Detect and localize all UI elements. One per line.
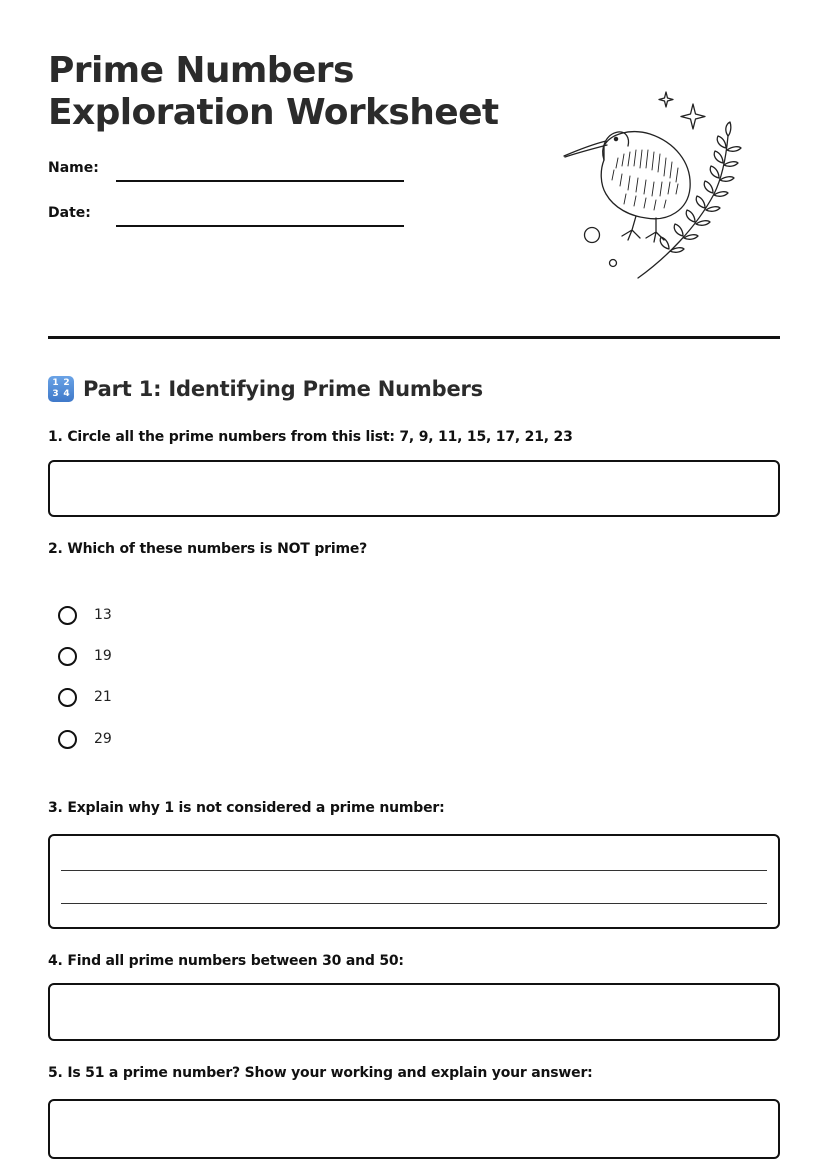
part1-header	[48, 375, 483, 403]
date-field[interactable]	[116, 225, 404, 227]
radio-button[interactable]	[58, 688, 77, 707]
header-divider	[48, 336, 780, 339]
question-3-prompt: 3. Explain why 1 is not considered a prime number:	[48, 800, 445, 816]
question-5-prompt: 5. Is 51 a prime number? Show your working and explain your answer:	[48, 1065, 593, 1081]
radio-button[interactable]	[58, 606, 77, 625]
question-1-prompt: 1. Circle all the prime numbers from this list: 7, 9, 11, 15, 17, 21, 23	[48, 429, 573, 445]
name-label: Name:	[48, 160, 99, 176]
option-29[interactable]	[58, 727, 112, 751]
writing-line	[61, 903, 767, 904]
question-1-answer-box[interactable]	[48, 460, 780, 517]
option-13[interactable]	[58, 603, 112, 627]
kiwi-bird-illustration	[556, 88, 746, 284]
worksheet-title	[48, 50, 528, 134]
option-label: 21	[94, 689, 112, 705]
question-5-answer-box[interactable]	[48, 1099, 780, 1159]
name-field[interactable]	[116, 180, 404, 182]
radio-button[interactable]	[58, 730, 77, 749]
radio-button[interactable]	[58, 647, 77, 666]
option-21[interactable]	[58, 685, 112, 709]
title-line-2: Exploration Worksheet	[48, 92, 499, 133]
question-4-prompt: 4. Find all prime numbers between 30 and 50:	[48, 953, 404, 969]
question-2-prompt: 2. Which of these numbers is NOT prime?	[48, 541, 368, 557]
input-numbers-icon: 1 2 3 4	[48, 376, 74, 402]
date-label: Date:	[48, 205, 91, 221]
option-label: 13	[94, 607, 112, 623]
option-label: 19	[94, 648, 112, 664]
option-19[interactable]	[58, 644, 112, 668]
title-line-1: Prime Numbers	[48, 50, 354, 91]
question-4-answer-box[interactable]	[48, 983, 780, 1041]
question-3-answer-box[interactable]	[48, 834, 780, 929]
part1-title: Part 1: Identifying Prime Numbers	[83, 377, 483, 401]
writing-line	[61, 870, 767, 871]
option-label: 29	[94, 731, 112, 747]
